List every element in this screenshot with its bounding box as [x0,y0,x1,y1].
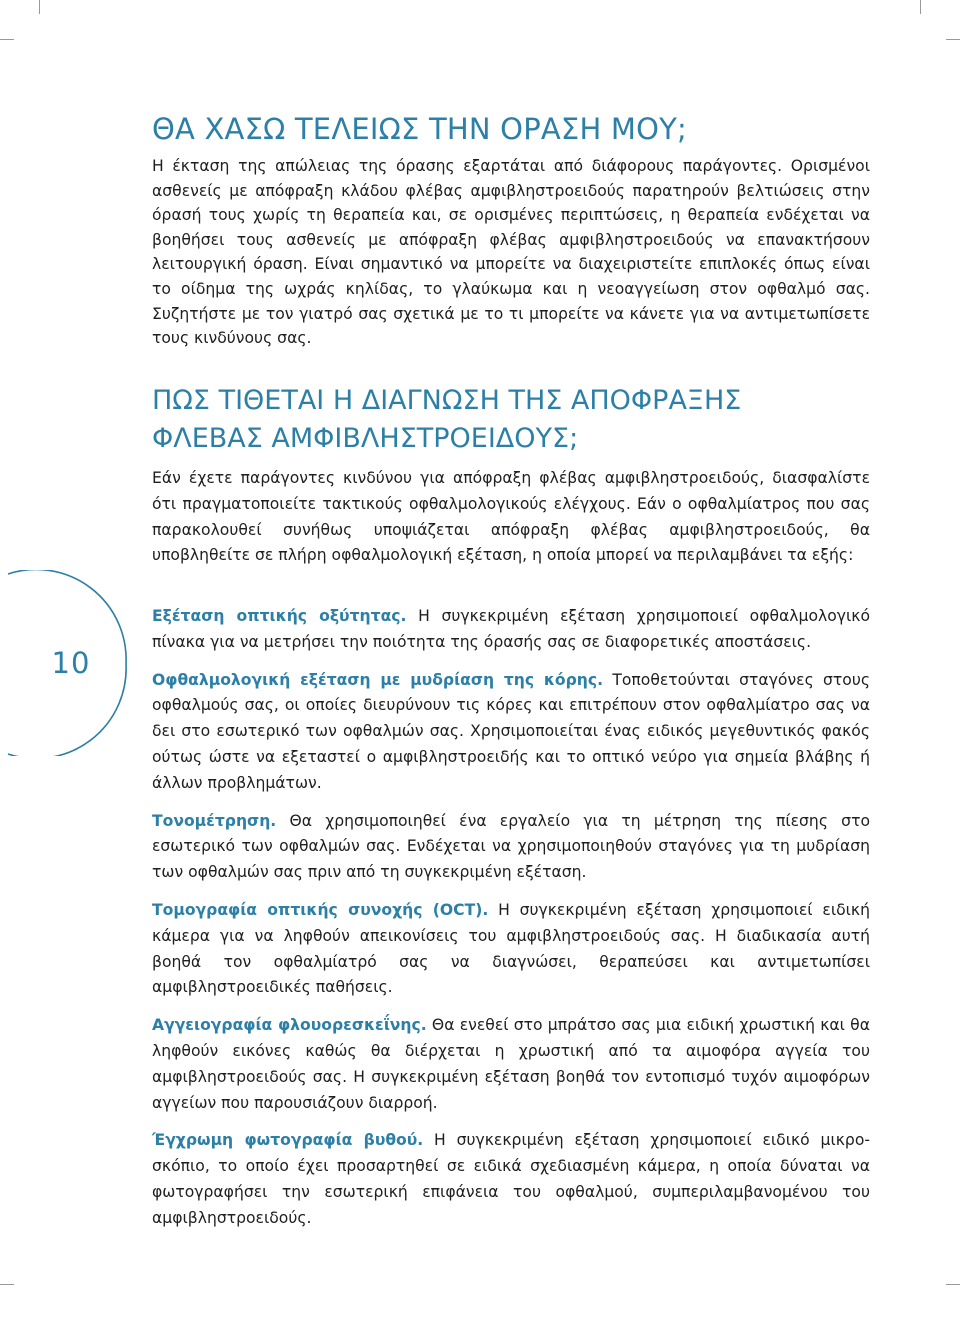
exam-item [152,898,870,1001]
exam-item [152,668,870,797]
section2-heading [152,382,870,458]
exam-item-text: Τοποθετούνται σταγόνες στους οφθαλμούς σας, οι οποίες διευρύνουν τις κόρες και επιτρέπουν στον οφθαλμίατρο σας να δει στο εσωτερικό των οφθαλμών σας. Χρησιμοποιείται ένας ειδικός μεγεθυντικός φακός ούτως ώστε να εξεταστεί ο αμφιβληστροειδής και το οπτικό νεύρο για σημεία βλάβης ή άλλων προβλημάτων. [152,670,870,792]
section2-heading-line1: ΠΩΣ ΤΙΘΕΤΑΙ Η ΔΙΑΓΝΩΣΗ ΤΗΣ ΑΠΟΦΡΑΞΗΣ [152,385,742,416]
exam-item-text: Θα χρησιμοποιηθεί ένα εργαλείο για τη μέτρηση της πίεσης στο εσωτερικό των οφθαλμών σας. Ενδέχεται να χρησιμοποιηθούν σταγόνες για τη μυδρίαση των οφθαλμών σας πριν από τη συγκεκριμένη εξέταση. [152,811,870,882]
section1-paragraph: Η έκταση της απώλειας της όρασης εξαρτάται από διάφορους παράγοντες. Ορισμένοι ασθενείς με απόφραξη κλάδου φλέβας αμφιβληστροειδούς παρατηρούν βελτιώσεις στην όρασή τους χωρίς τη θεραπεία και, σε ορισμένες περιπτώσεις, η θεραπεία ενδέχεται να βοηθήσει τους ασθενείς με απόφραξη φλέβας αμφιβληστροειδούς να επανακτήσουν λειτουργική όραση. Είναι σημαντικό να μπορείτε να διαχειριστείτε επιπλοκές όπως είναι το οίδημα της ωχράς κηλίδας, το γλαύκωμα και η νεοαγγείωση στον οφθαλμό σας. Συζητήστε με τον γιατρό σας σχετικά με το τι μπορείτε να κάνετε για να αντιμετωπίσετε τους κινδύνους σας. [152,157,870,348]
exam-item-title: Αγγειογραφία φλουορεσκεΐνης. [152,1016,427,1035]
exam-item [152,1013,870,1116]
crop-mark [0,1284,14,1285]
exam-item-text: Η συγκεκριμένη εξέταση χρησιμοποιεί ειδικό μικροσκόπιο, το οποίο έχει προσαρτηθεί σε ειδικά σχεδιασμένη κάμερα, η οποία δύναται να φωτογραφήσει την εσωτερική επιφάνεια του οφθαλμού, συμπεριλαμβανομένου του αμφιβληστροειδούς. [152,1131,870,1227]
page-number: 10 [51,646,91,680]
section2-heading-line2: ΦΛΕΒΑΣ ΑΜΦΙΒΛΗΣΤΡΟΕΙΔΟΥΣ; [152,423,579,454]
exam-list [152,604,870,1244]
exam-item [152,1128,870,1231]
exam-item [152,604,870,656]
exam-item-title: Εξέταση οπτικής οξύτητας. [152,607,407,625]
crop-mark [946,1284,960,1285]
section1-heading: ΘΑ ΧΑΣΩ ΤΕΛΕΙΩΣ ΤΗΝ ΟΡΑΣΗ ΜΟΥ; [152,112,688,146]
exam-item-title: Τονομέτρηση. [152,811,277,830]
crop-mark [946,39,960,40]
crop-mark [920,0,921,14]
exam-item-title: Έγχρωμη φωτογραφία βυθού. [152,1131,424,1150]
crop-mark [0,39,14,40]
exam-item-text: Η συγκεκριμένη εξέταση χρησιμοποιεί οφθαλμολογικό πίνακα για να μετρήσει την ποιότητα της όρασής σας σε διαφορετικές αποστάσεις. [152,607,870,651]
exam-item-title: Οφθαλμολογική εξέταση με μυδρίαση της κόρης. [152,670,604,689]
exam-item [152,809,870,886]
section2-intro: Εάν έχετε παράγοντες κινδύνου για απόφραξη φλέβας αμφιβληστροειδούς, διασφαλίστε ότι πραγματοποιείτε τακτικούς οφθαλμολογικούς ελέγχους. Εάν ο οφθαλμίατρος που σας παρακολουθεί συνήθως υποψιάζεται απόφραξη φλέβας αμφιβληστροειδούς, θα υποβληθείτε σε πλήρη οφθαλμολογική εξέταση, η οποία μπορεί να περιλαμβάνει τα εξής: [152,469,870,565]
crop-mark [39,0,40,14]
exam-item-title: Τομογραφία οπτικής συνοχής (OCT). [152,900,489,919]
exam-item-text: Η συγκεκριμένη εξέταση χρησιμοποιεί ειδική κάμερα για να ληφθούν απεικονίσεις του αμφιβληστροειδούς σας. Η διαδικασία αυτή βοηθά τον οφθαλμίατρό σας να διαγνώσει, θεραπεύσει και αντιμετωπίσει αμφιβληστροειδικές παθήσεις. [152,900,870,997]
exam-item-text: Θα ενεθεί στο μπράτσο σας μια ειδική χρωστική και θα ληφθούν εικόνες καθώς θα διέρχεται η χρωστική από τα αιμοφόρα αγγεία του αμφιβληστροειδούς σας. Η συγκεκριμένη εξέταση βοηθά τον εντοπισμό τυχόν αιμοφόρων αγγείων που παρουσιάζουν διαρροή. [152,1016,870,1112]
